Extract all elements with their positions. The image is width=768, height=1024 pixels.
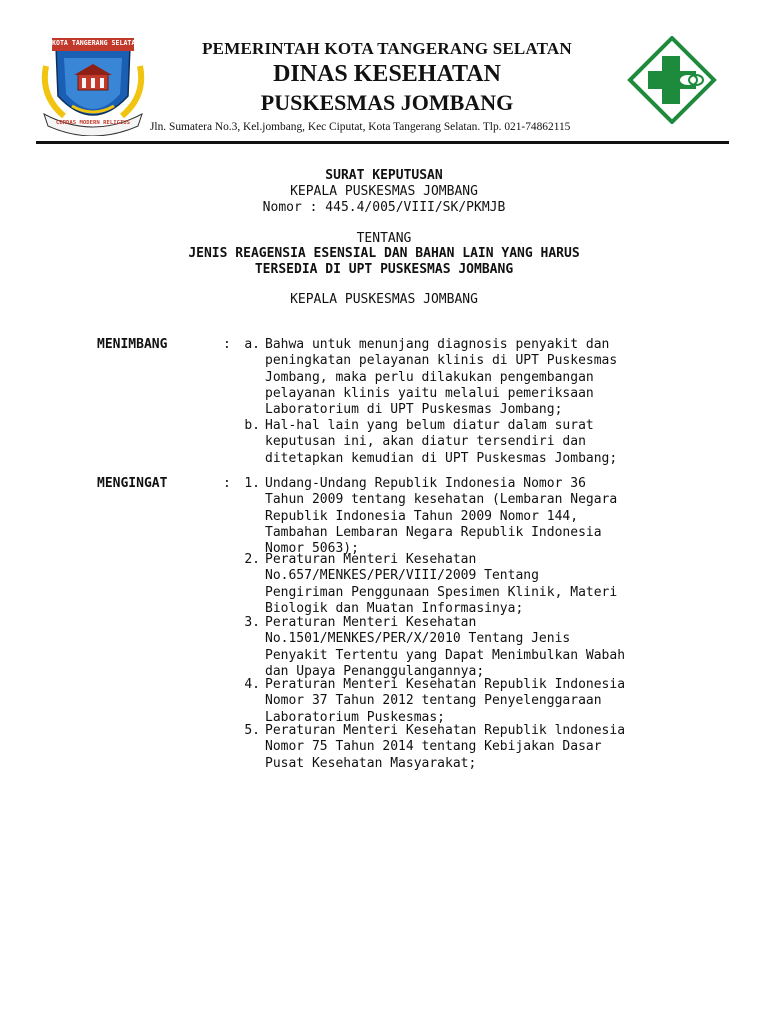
- mengingat-item: [265, 615, 655, 680]
- item-line: Tambahan Lembaran Negara Republik Indonesia: [265, 524, 602, 540]
- emblem-motto-text: CERDAS MODERN RELIGIUS: [55, 120, 131, 126]
- item-line: ditetapkan kemudian di UPT Puskesmas Jombang;: [265, 450, 618, 466]
- letterhead-divider: [36, 141, 729, 144]
- item-line: keputusan ini, akan diatur tersendiri dan: [265, 434, 586, 450]
- letterhead-unit: PUSKESMAS JOMBANG: [260, 90, 514, 115]
- item-line: Republik Indonesia Tahun 2009 Nomor 144,: [265, 508, 579, 524]
- decree-signatory: KEPALA PUSKESMAS JOMBANG: [290, 292, 478, 307]
- item-line: Pusat Kesehatan Masyarakat;: [265, 755, 477, 771]
- item-line: Nomor 37 Tahun 2012 tentang Penyelenggaraan: [265, 693, 602, 709]
- letterhead-agency: DINAS KESEHATAN: [273, 61, 501, 87]
- mengingat-marker: 3.: [244, 615, 260, 630]
- item-line: Nomor 5063);: [265, 541, 359, 557]
- emblem-banner-text: KOTA TANGERANG SELATAN: [52, 39, 140, 47]
- item-line: Penyakit Tertentu yang Dapat Menimbulkan Wabah: [265, 647, 626, 663]
- item-line: Peraturan Menteri Kesehatan Republik Indonesia: [265, 677, 626, 692]
- puskesmas-cross-icon: [626, 36, 718, 124]
- decree-about-label: TENTANG: [356, 231, 412, 246]
- item-line: Nomor 75 Tahun 2014 tentang Kebijakan Dasar: [265, 739, 602, 755]
- item-line: pelayanan klinis yaitu melalui pemeriksaan: [265, 385, 594, 401]
- item-line: Laboratorium Puskesmas;: [265, 709, 446, 725]
- mengingat-colon: :: [223, 476, 231, 491]
- menimbang-item: [265, 337, 655, 418]
- item-line: Jombang, maka perlu dilakukan pengembangan: [265, 369, 594, 385]
- menimbang-marker: b.: [244, 418, 260, 433]
- item-line: dan Upaya Penanggulangannya;: [265, 663, 485, 679]
- item-line: Peraturan Menteri Kesehatan Republik lndonesia: [265, 723, 626, 738]
- item-line: Undang-Undang Republik Indonesia Nomor 36: [265, 476, 586, 491]
- item-line: Pengiriman Penggunaan Spesimen Klinik, Materi: [265, 584, 618, 600]
- menimbang-label: MENIMBANG: [97, 337, 168, 352]
- item-line: Tahun 2009 tentang kesehatan (Lembaran Negara: [265, 492, 618, 508]
- letterhead-government: PEMERINTAH KOTA TANGERANG SELATAN: [202, 39, 572, 58]
- item-line: Bahwa untuk menunjang diagnosis penyakit dan: [265, 337, 610, 352]
- mengingat-item: [265, 476, 655, 557]
- mengingat-item: [265, 552, 655, 617]
- letterhead-address: Jln. Sumatera No.3, Kel.jombang, Kec Ciputat, Kota Tangerang Selatan. Tlp. 021-74862115: [150, 121, 571, 133]
- mengingat-label: MENGINGAT: [97, 476, 168, 491]
- decree-number: Nomor : 445.4/005/VIII/SK/PKMJB: [262, 200, 506, 215]
- item-line: No.657/MENKES/PER/VIII/2009 Tentang: [265, 568, 539, 584]
- mengingat-marker: 2.: [244, 552, 260, 567]
- decree-subject-line-2: TERSEDIA DI UPT PUSKESMAS JOMBANG: [254, 262, 514, 277]
- item-line: Biologik dan Muatan Informasinya;: [265, 600, 524, 616]
- item-line: peningkatan pelayanan klinis di UPT Puskesmas: [265, 353, 618, 369]
- item-line: Hal-hal lain yang belum diatur dalam surat: [265, 418, 594, 433]
- item-line: Peraturan Menteri Kesehatan: [265, 552, 477, 567]
- menimbang-colon: :: [223, 337, 231, 352]
- menimbang-item: [265, 418, 655, 467]
- item-line: No.1501/MENKES/PER/X/2010 Tentang Jenis: [265, 631, 571, 647]
- menimbang-marker: a.: [244, 337, 260, 352]
- mengingat-marker: 5.: [244, 723, 260, 738]
- decree-type: SURAT KEPUTUSAN: [325, 168, 443, 183]
- item-line: Laboratorium di UPT Puskesmas Jombang;: [265, 402, 563, 418]
- item-line: Peraturan Menteri Kesehatan: [265, 615, 477, 630]
- mengingat-item: [265, 723, 655, 772]
- decree-issuer: KEPALA PUSKESMAS JOMBANG: [290, 184, 478, 199]
- mengingat-marker: 4.: [244, 677, 260, 692]
- decree-subject-line-1: JENIS REAGENSIA ESENSIAL DAN BAHAN LAIN YANG HARUS: [188, 246, 580, 261]
- city-emblem-icon: [38, 36, 148, 136]
- mengingat-item: [265, 677, 655, 726]
- mengingat-marker: 1.: [244, 476, 260, 491]
